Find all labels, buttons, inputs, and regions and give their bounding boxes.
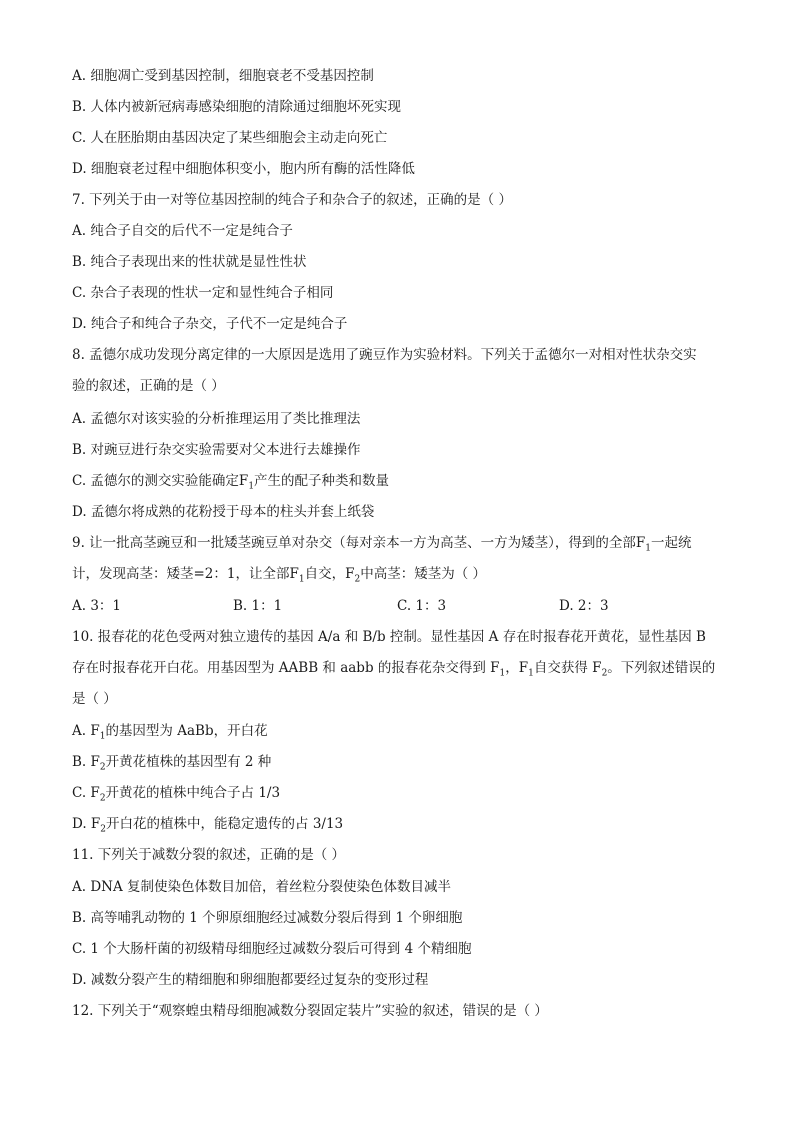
q10-stem-text-d: 。下列叙述错误的 [607, 660, 716, 676]
q7-option-a: A. 纯合子自交的后代不一定是纯合子 [72, 223, 293, 239]
q12-stem: 12. 下列关于“观察蝗虫精母细胞减数分裂固定装片”实验的叙述，错误的是（ ） [72, 1003, 548, 1019]
q9-stem-line2 [72, 564, 486, 584]
q10-option-a-text-tail: 的基因型为 AaBb，开白花 [105, 723, 268, 739]
q10-option-d-text: D. F [72, 816, 101, 832]
q9-options [72, 596, 732, 616]
q9-option-b: B. 1：1 [233, 598, 283, 614]
subscript: 1 [99, 731, 106, 742]
q10-stem-text-b: ，F [505, 660, 529, 676]
q9-stem-line1 [72, 533, 692, 553]
subscript: 2 [601, 668, 608, 679]
subscript: 2 [99, 762, 106, 773]
q7-option-d: D. 纯合子和纯合子杂交，子代不一定是纯合子 [72, 316, 348, 332]
q10-option-b-text: B. F [72, 754, 100, 770]
q6-option-b: B. 人体内被新冠病毒感染细胞的清除通过细胞坏死实现 [72, 99, 402, 115]
q10-stem-line1: 10. 报春花的花色受两对独立遗传的基因 A/a 和 B/b 控制。显性基因 A 存在时报春花开黄花，显性基因 B [72, 629, 706, 645]
q10-stem-line3: 是（ ） [72, 691, 117, 707]
subscript: 2 [354, 574, 361, 585]
q10-option-d [72, 814, 343, 834]
q9-option-d: D. 2：3 [559, 598, 609, 614]
q8-option-a: A. 孟德尔对该实验的分析推理运用了类比推理法 [72, 411, 361, 427]
q10-option-c [72, 783, 280, 803]
subscript: 2 [99, 793, 106, 804]
q6-option-d: D. 细胞衰老过程中细胞体积变小，胞内所有酶的活性降低 [72, 161, 415, 177]
subscript: 1 [645, 543, 652, 554]
q9-stem-text-c: 中高茎：矮茎为（ ） [360, 566, 486, 582]
q10-option-a [72, 721, 268, 741]
q9-option-c: C. 1：3 [397, 598, 447, 614]
q10-option-b [72, 752, 271, 772]
q6-option-c: C. 人在胚胎期由基因决定了某些细胞会主动走向死亡 [72, 130, 388, 146]
q7-stem: 7. 下列关于由一对等位基因控制的纯合子和杂合子的叙述，正确的是（ ） [72, 192, 512, 208]
q10-option-c-text: C. F [72, 785, 100, 801]
subscript: 1 [248, 481, 255, 492]
q9-option-a: A. 3：1 [72, 598, 122, 614]
subscript: 1 [499, 668, 506, 679]
q9-stem-text-b: 自交，F [304, 566, 355, 582]
q10-option-c-text-tail: 开黄花的植株中纯合子占 1/3 [105, 785, 281, 801]
q10-option-b-text-tail: 开黄花植株的基因型有 2 种 [105, 754, 272, 770]
q11-option-a: A. DNA 复制使染色体数目加倍，着丝粒分裂使染色体数目减半 [72, 879, 452, 895]
q8-stem-line2: 验的叙述，正确的是（ ） [72, 378, 225, 394]
subscript: 1 [528, 668, 534, 679]
q11-option-d: D. 减数分裂产生的精细胞和卵细胞都要经过复杂的变形过程 [72, 972, 429, 988]
q7-option-b: B. 纯合子表现出来的性状就是显性性状 [72, 254, 307, 270]
q10-option-a-text: A. F [72, 723, 100, 739]
q10-stem-text-c: 自交获得 F [533, 660, 602, 676]
q10-stem-line2 [72, 658, 715, 678]
subscript: 1 [298, 574, 305, 585]
q10-stem-text-a: 存在时报春花开白花。用基因型为 AABB 和 aabb 的报春花杂交得到 F [72, 660, 500, 676]
q7-option-c: C. 杂合子表现的性状一定和显性纯合子相同 [72, 285, 334, 301]
q8-option-c-text-tail: 产生的配子种类和数量 [254, 473, 390, 489]
subscript: 2 [100, 824, 107, 835]
q8-option-c-text: C. 孟德尔的测交实验能确定F [72, 473, 249, 489]
q8-option-d: D. 孟德尔将成熟的花粉授于母本的柱头并套上纸袋 [72, 504, 375, 520]
q11-option-c: C. 1 个大肠杆菌的初级精母细胞经过减数分裂后可得到 4 个精细胞 [72, 941, 472, 957]
q6-option-a: A. 细胞凋亡受到基因控制，细胞衰老不受基因控制 [72, 68, 374, 84]
q11-stem: 11. 下列关于减数分裂的叙述，正确的是（ ） [72, 847, 346, 863]
q9-stem-text-a: 计，发现高茎：矮茎=2：1，让全部F [72, 566, 299, 582]
q8-stem-line1: 8. 孟德尔成功发现分离定律的一大原因是选用了豌豆作为实验材料。下列关于孟德尔一对相对性状杂交实 [72, 347, 697, 363]
q9-stem-text-tail: 一起统 [651, 535, 692, 551]
q11-option-b: B. 高等哺乳动物的 1 个卵原细胞经过减数分裂后得到 1 个卵细胞 [72, 910, 463, 926]
q9-stem-text: 9. 让一批高茎豌豆和一批矮茎豌豆单对杂交（每对亲本一方为高茎、一方为矮茎），得到的全部F [72, 535, 646, 551]
q10-option-d-text-tail: 开白花的植株中，能稳定遗传的占 3/13 [106, 816, 344, 832]
q8-option-c [72, 471, 389, 491]
q8-option-b: B. 对豌豆进行杂交实验需要对父本进行去雄操作 [72, 442, 361, 458]
